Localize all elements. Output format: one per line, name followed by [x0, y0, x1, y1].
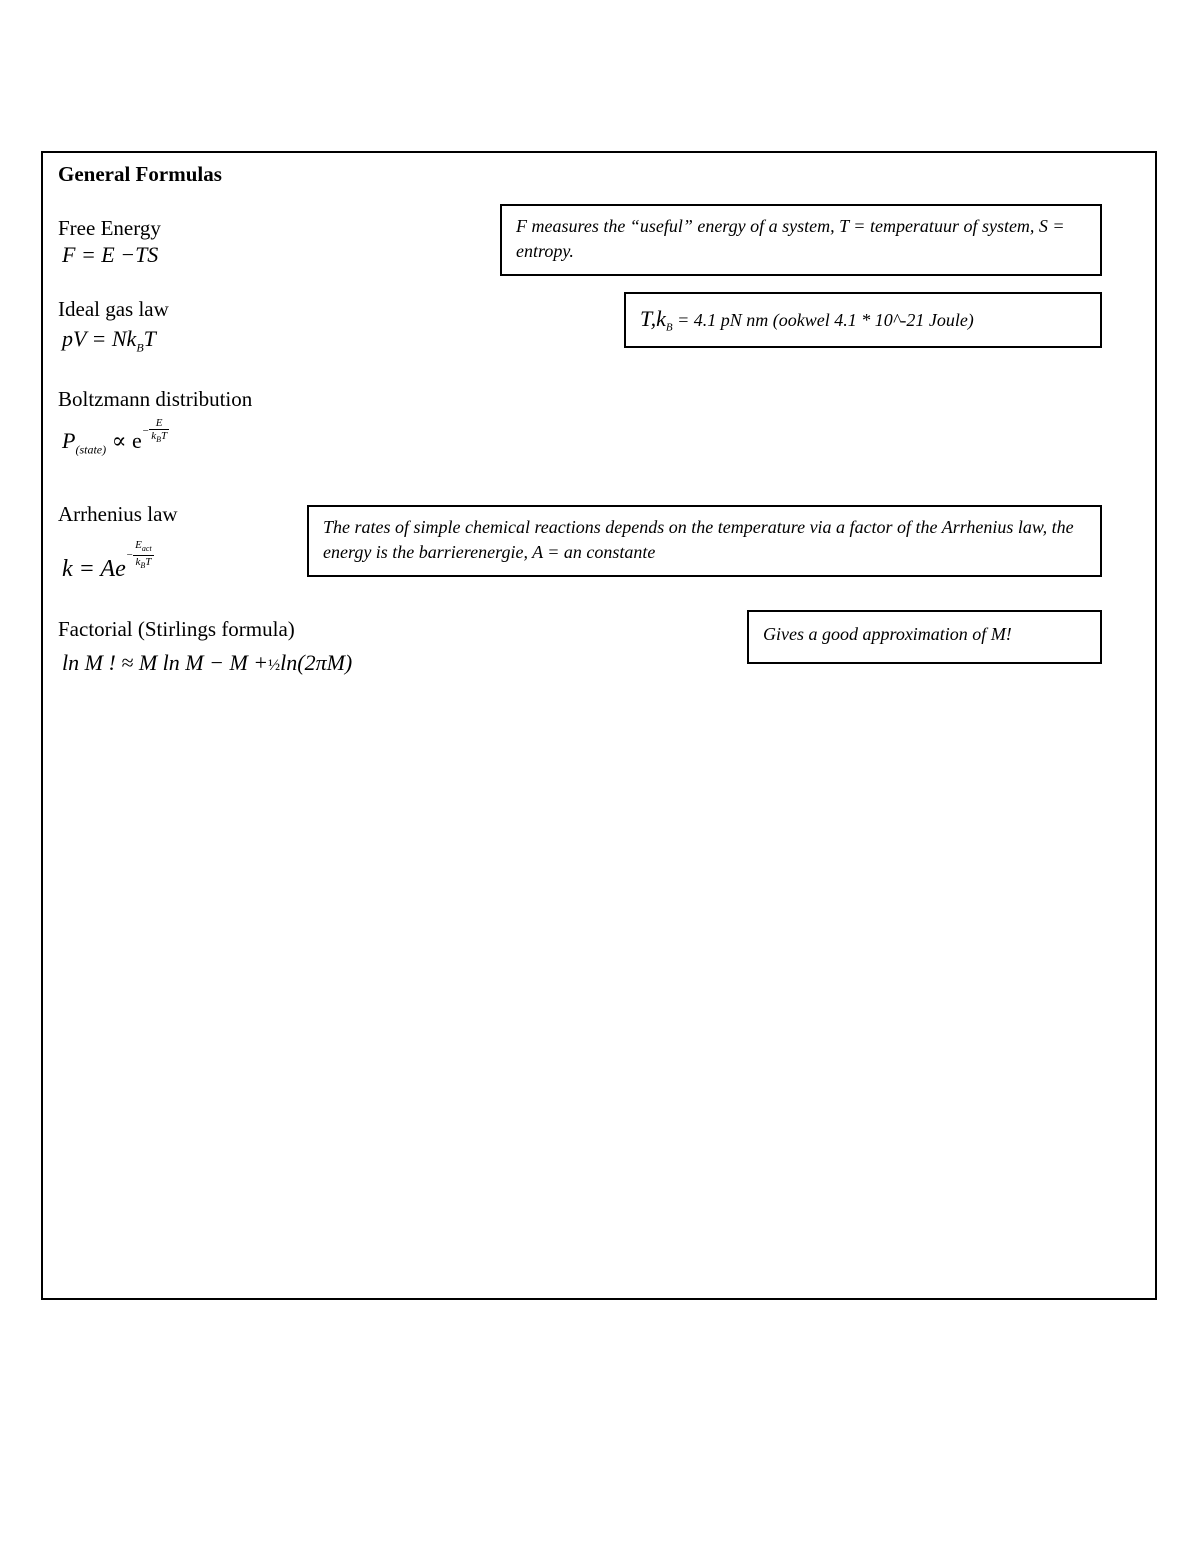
arrhenius-exp-num-sub: act [141, 543, 152, 553]
boltzmann-exp-fraction [149, 417, 169, 446]
boltzmann-exp-num: E [149, 417, 169, 430]
arrhenius-note-text: The rates of simple chemical reactions depends on the temperature via a factor of the Arrhenius law, the energy is the barrierenergie, A = an constante [323, 517, 1074, 562]
free-energy-formula: F = E −TS [62, 242, 159, 267]
kbt-note-comma: , [650, 306, 657, 331]
ideal-gas-formula-end: T [143, 326, 156, 351]
boltzmann-formula-rel: ∝ e [106, 428, 142, 453]
boltzmann-exponent [142, 417, 169, 446]
stirling-formula-end: ln(2πM) [280, 650, 353, 675]
arrhenius-formula-main: k = Ae [62, 556, 126, 582]
free-energy-label: Free Energy [58, 216, 161, 240]
arrhenius-exp-den-k: k [135, 555, 141, 568]
arrhenius-exponent [126, 539, 154, 572]
boltzmann-exp-den-sub: B [156, 435, 161, 445]
arrhenius-exp-den [133, 556, 154, 572]
free-energy-note [500, 204, 1102, 276]
arrhenius-exp-num [133, 539, 154, 556]
stirling-note [747, 610, 1102, 664]
arrhenius-exp-sign: − [125, 549, 134, 561]
boltzmann-exp-den [149, 430, 169, 446]
ideal-gas-formula-sub: B [136, 340, 144, 355]
stirling-label: Factorial (Stirlings formula) [58, 617, 295, 641]
boltzmann-exp-den-k: k [151, 429, 157, 442]
stirling-formula-start: ln M ! ≈ M ln M − M + [62, 650, 269, 675]
kbt-note-k: k [656, 306, 666, 331]
kbt-note-text: = 4.1 pN nm (ookwel 4.1 * 10^-21 Joule) [672, 310, 974, 330]
arrhenius-exp-num-e: E [135, 538, 142, 551]
arrhenius-exp-fraction [133, 539, 154, 572]
boltzmann-label: Boltzmann distribution [58, 387, 253, 411]
stirling-formula-half: ½ [268, 657, 281, 674]
arrhenius-label: Arrhenius law [58, 502, 178, 526]
ideal-gas-formula-main: pV = Nk [62, 326, 137, 351]
arrhenius-exp-den-sub: B [140, 561, 146, 571]
stirling-note-text: Gives a good approximation of M! [763, 624, 1012, 644]
boltzmann-exp-den-t: T [160, 429, 168, 442]
arrhenius-formula [62, 538, 154, 590]
arrhenius-note [307, 505, 1102, 577]
boltzmann-formula-p-sub: (state) [75, 442, 107, 457]
boltzmann-formula-p: P [62, 428, 76, 453]
kbt-note [624, 292, 1102, 348]
ideal-gas-label: Ideal gas law [58, 297, 169, 321]
arrhenius-exp-den-t: T [145, 555, 152, 568]
boltzmann-exp-sign: − [141, 425, 150, 437]
ideal-gas-formula [62, 326, 156, 355]
kbt-note-k-sub: B [665, 321, 673, 334]
kbt-note-t: T [640, 306, 651, 331]
page-title: General Formulas [58, 162, 222, 186]
stirling-formula [62, 650, 352, 676]
boltzmann-formula [62, 416, 169, 460]
free-energy-note-text: F measures the “useful” energy of a system, T = temperatuur of system, S = entropy. [516, 216, 1065, 261]
